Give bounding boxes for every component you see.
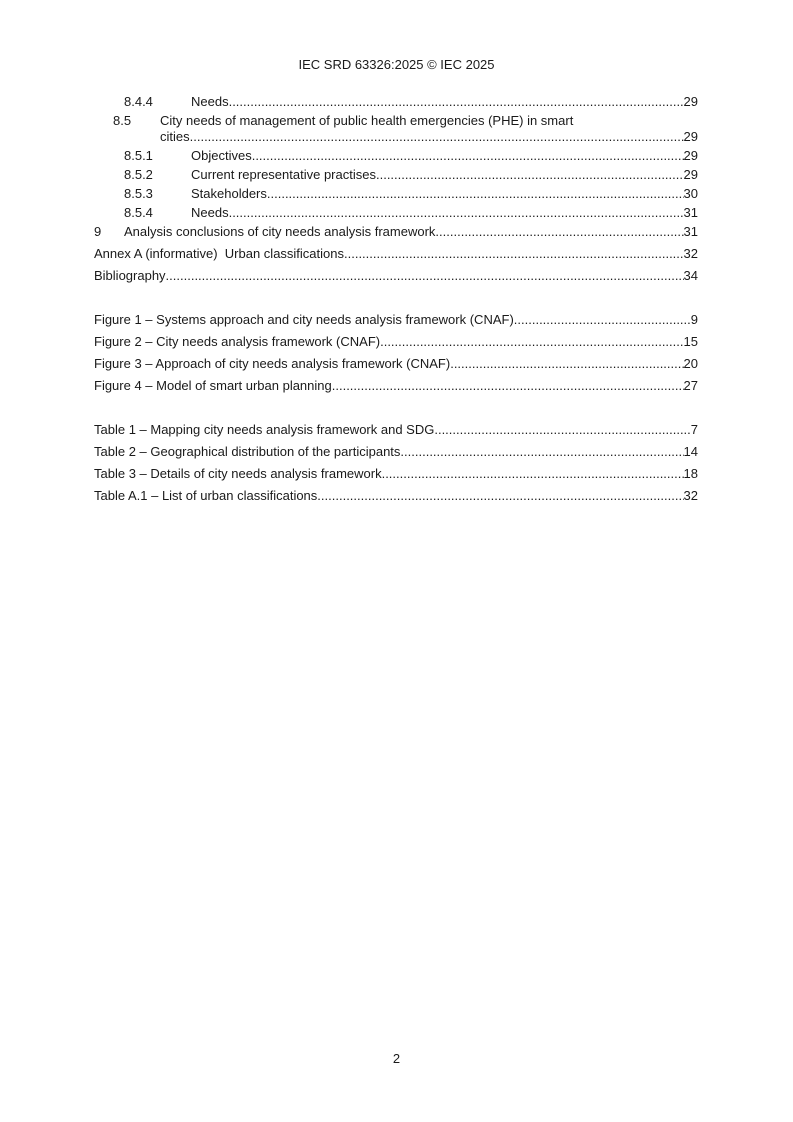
toc-entry-title: Analysis conclusions of city needs analysis framework — [124, 224, 436, 239]
toc-entry-bibliography[interactable] — [94, 268, 698, 284]
dot-leader — [514, 312, 691, 328]
page-number: 2 — [392, 1051, 401, 1066]
toc-entry-title: Annex A (informative) Urban classifications — [94, 246, 344, 261]
toc-entry-title: Bibliography — [94, 268, 166, 283]
toc-entry-8-5-2[interactable] — [94, 167, 698, 183]
table-entry-title: Table 2 – Geographical distribution of the participants — [94, 444, 401, 459]
toc-entry-number: 8.4.4 — [124, 94, 153, 109]
dot-leader — [332, 378, 684, 394]
toc-entry-8-5-1[interactable] — [94, 148, 698, 164]
list-of-tables-entry-4[interactable] — [94, 488, 698, 504]
toc-entry-number: 8.5 — [113, 113, 132, 128]
toc-entry-annex-a[interactable] — [94, 246, 698, 262]
toc-entry-number: 8.5.1 — [124, 148, 153, 163]
figure-entry-title: Figure 3 – Approach of city needs analysis framework (CNAF) — [94, 356, 451, 371]
dot-leader — [435, 224, 683, 240]
toc-entry-8-5[interactable] — [94, 113, 698, 129]
dot-leader — [190, 129, 684, 145]
list-of-figures-entry-1[interactable] — [94, 312, 698, 328]
toc-entry-page: 31 — [683, 224, 698, 239]
toc-entry-title-continued: cities — [160, 129, 190, 144]
toc-entry-number: 9 — [94, 224, 102, 239]
table-entry-title: Table 1 – Mapping city needs analysis framework and SDG — [94, 422, 435, 437]
figure-entry-page: 27 — [683, 378, 698, 393]
toc-entry-8-5-3[interactable] — [94, 186, 698, 202]
toc-entry-title: Objectives — [191, 148, 252, 163]
running-header: IEC SRD 63326:2025 © IEC 2025 — [298, 57, 495, 72]
toc-entry-8-5-continued[interactable] — [94, 129, 698, 145]
list-of-tables-entry-1[interactable] — [94, 422, 698, 438]
list-of-figures-entry-4[interactable] — [94, 378, 698, 394]
dot-leader — [229, 205, 684, 221]
dot-leader — [267, 186, 684, 202]
dot-leader — [252, 148, 684, 164]
toc-entry-page: 34 — [683, 268, 698, 283]
toc-entry-page: 29 — [683, 129, 698, 144]
figure-entry-page: 20 — [683, 356, 698, 371]
list-of-figures-entry-3[interactable] — [94, 356, 698, 372]
table-entry-title: Table A.1 – List of urban classifications — [94, 488, 318, 503]
toc-entry-number: 8.5.4 — [124, 205, 153, 220]
table-entry-page: 18 — [683, 466, 698, 481]
toc-entry-8-4-4[interactable] — [94, 94, 698, 110]
toc-entry-page: 29 — [683, 94, 698, 109]
dot-leader — [382, 466, 684, 482]
toc-entry-title: Needs — [191, 94, 229, 109]
toc-entry-page: 30 — [683, 186, 698, 201]
toc-entry-number: 8.5.3 — [124, 186, 153, 201]
toc-entry-9[interactable] — [94, 224, 698, 240]
dot-leader — [380, 334, 683, 350]
dot-leader — [317, 488, 683, 504]
list-of-tables-entry-3[interactable] — [94, 466, 698, 482]
dot-leader — [344, 246, 684, 262]
figure-entry-page: 9 — [690, 312, 698, 327]
dot-leader — [166, 268, 684, 284]
figure-entry-title: Figure 4 – Model of smart urban planning — [94, 378, 332, 393]
toc-entry-title: Needs — [191, 205, 229, 220]
toc-entry-number: 8.5.2 — [124, 167, 153, 182]
list-of-tables-entry-2[interactable] — [94, 444, 698, 460]
table-entry-page: 14 — [683, 444, 698, 459]
toc-entry-title: City needs of management of public health emergencies (PHE) in smart — [160, 113, 574, 128]
table-entry-title: Table 3 – Details of city needs analysis framework — [94, 466, 382, 481]
table-entry-page: 32 — [683, 488, 698, 503]
toc-entry-title: Stakeholders — [191, 186, 267, 201]
figure-entry-page: 15 — [683, 334, 698, 349]
dot-leader — [376, 167, 684, 183]
figure-entry-title: Figure 2 – City needs analysis framework (CNAF) — [94, 334, 381, 349]
toc-entry-page: 31 — [683, 205, 698, 220]
table-entry-page: 7 — [690, 422, 698, 437]
list-of-figures-entry-2[interactable] — [94, 334, 698, 350]
dot-leader — [229, 94, 684, 110]
toc-entry-title: Current representative practises — [191, 167, 376, 182]
dot-leader — [450, 356, 683, 372]
toc-entry-page: 32 — [683, 246, 698, 261]
toc-entry-page: 29 — [683, 167, 698, 182]
dot-leader — [400, 444, 683, 460]
toc-entry-page: 29 — [683, 148, 698, 163]
dot-leader — [434, 422, 690, 438]
figure-entry-title: Figure 1 – Systems approach and city needs analysis framework (CNAF) — [94, 312, 514, 327]
toc-entry-8-5-4[interactable] — [94, 205, 698, 221]
